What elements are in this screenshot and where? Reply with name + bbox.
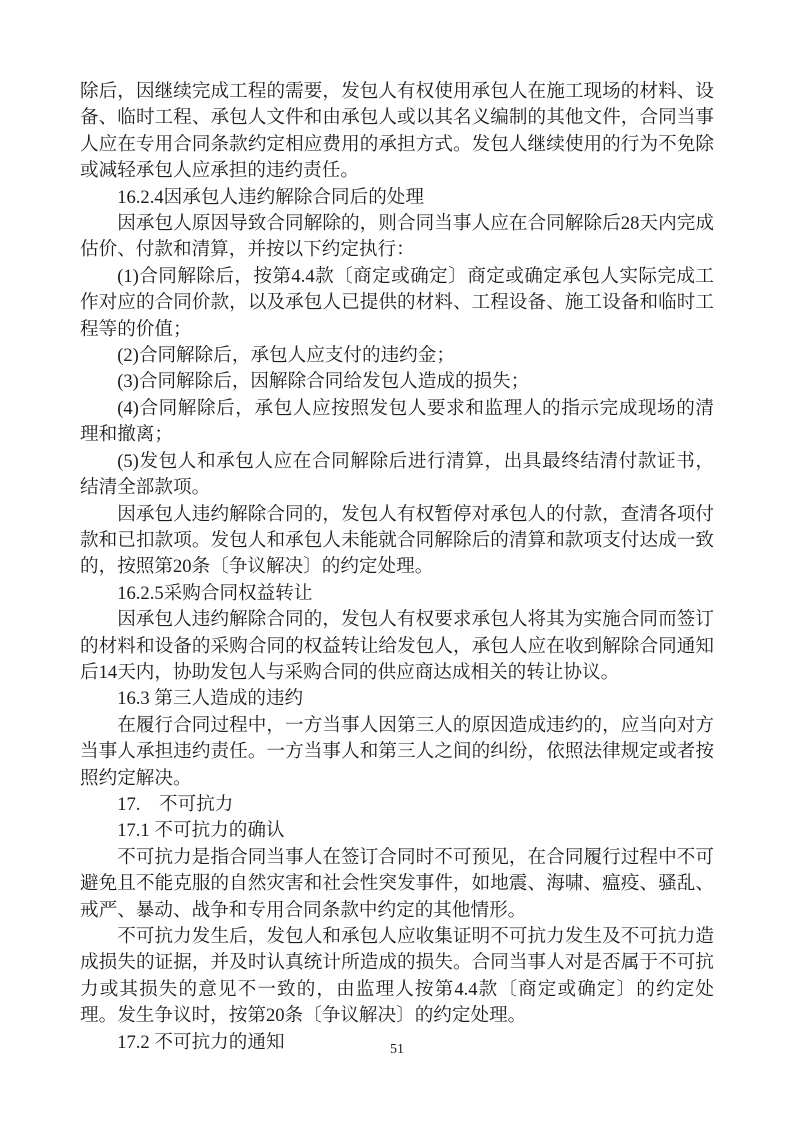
paragraph: 不可抗力发生后，发包人和承包人应收集证明不可抗力发生及不可抗力造成损失的证据，并及时认真统计所造成的损失。合同当事人对是否属于不可抗力或其损失的意见不一致的，由监理人按第4.4款〔商定或确定〕的约定处理。发生争议时，按第20条〔争议解决〕的约定处理。 (80, 926, 714, 1027)
paragraph: 因承包人违约解除合同的，发包人有权要求承包人将其为实施合同而签订的材料和设备的采购合同的权益转让给发包人，承包人应在收到解除合同通知后14天内，协助发包人与采购合同的供应商达成相关的转让协议。 (80, 609, 714, 683)
paragraph: 不可抗力是指合同当事人在签订合同时不可预见，在合同履行过程中不可避免且不能克服的自然灾害和社会性突发事件，如地震、海啸、瘟疫、骚乱、戒严、暴动、战争和专用合同条款中约定的其他情形。 (80, 846, 714, 921)
paragraph: (3)合同解除后，因解除合同给发包人造成的损失； (117, 371, 530, 393)
paragraph: (2)合同解除后，承包人应支付的违约金； (117, 345, 455, 367)
paragraph: (1)合同解除后，按第4.4款〔商定或确定〕商定或确定承包人实际完成工作对应的合同价款，以及承包人已提供的材料、工程设备、施工设备和临时工程等的价值； (80, 265, 714, 340)
paragraph: 因承包人违约解除合同的，发包人有权暂停对承包人的付款，查清各项付款和已扣款项。发包人和承包人未能就合同解除后的清算和款项支付达成一致的，按照第20条〔争议解决〕的约定处理。 (80, 503, 714, 578)
clause-heading: 16.2.4因承包人违约解除合同后的处理 (117, 186, 424, 208)
document-body (80, 79, 714, 1056)
paragraph: (4)合同解除后，承包人应按照发包人要求和监理人的指示完成现场的清理和撤离； (80, 397, 714, 446)
clause-heading: 17.1 不可抗力的确认 (117, 820, 285, 842)
clause-heading: 17. 不可抗力 (117, 793, 234, 815)
paragraph: 因承包人原因导致合同解除的，则合同当事人应在合同解除后28天内完成估价、付款和清算，并按以下约定执行： (80, 213, 714, 261)
clause-heading: 16.2.5采购合同权益转让 (117, 582, 313, 604)
clause-heading: 17.2 不可抗力的通知 (117, 1031, 285, 1053)
paragraph: 除后，因继续完成工程的需要，发包人有权使用承包人在施工现场的材料、设备、临时工程、承包人文件和由承包人或以其名义编制的其他文件，合同当事人应在专用合同条款约定相应费用的承担方式。发包人继续使用的行为不免除或减轻承包人应承担的违约责任。 (80, 81, 714, 182)
page-number: 51 (390, 1042, 404, 1057)
page-footer (0, 1041, 794, 1059)
paragraph: (5)发包人和承包人应在合同解除后进行清算，出具最终结清付款证书，结清全部款项。 (80, 450, 714, 499)
clause-heading: 16.3 第三人造成的违约 (117, 688, 304, 710)
paragraph: 在履行合同过程中，一方当事人因第三人的原因造成违约的，应当向对方当事人承担违约责任。一方当事人和第三人之间的纠纷，依照法律规定或者按照约定解决。 (80, 714, 714, 789)
